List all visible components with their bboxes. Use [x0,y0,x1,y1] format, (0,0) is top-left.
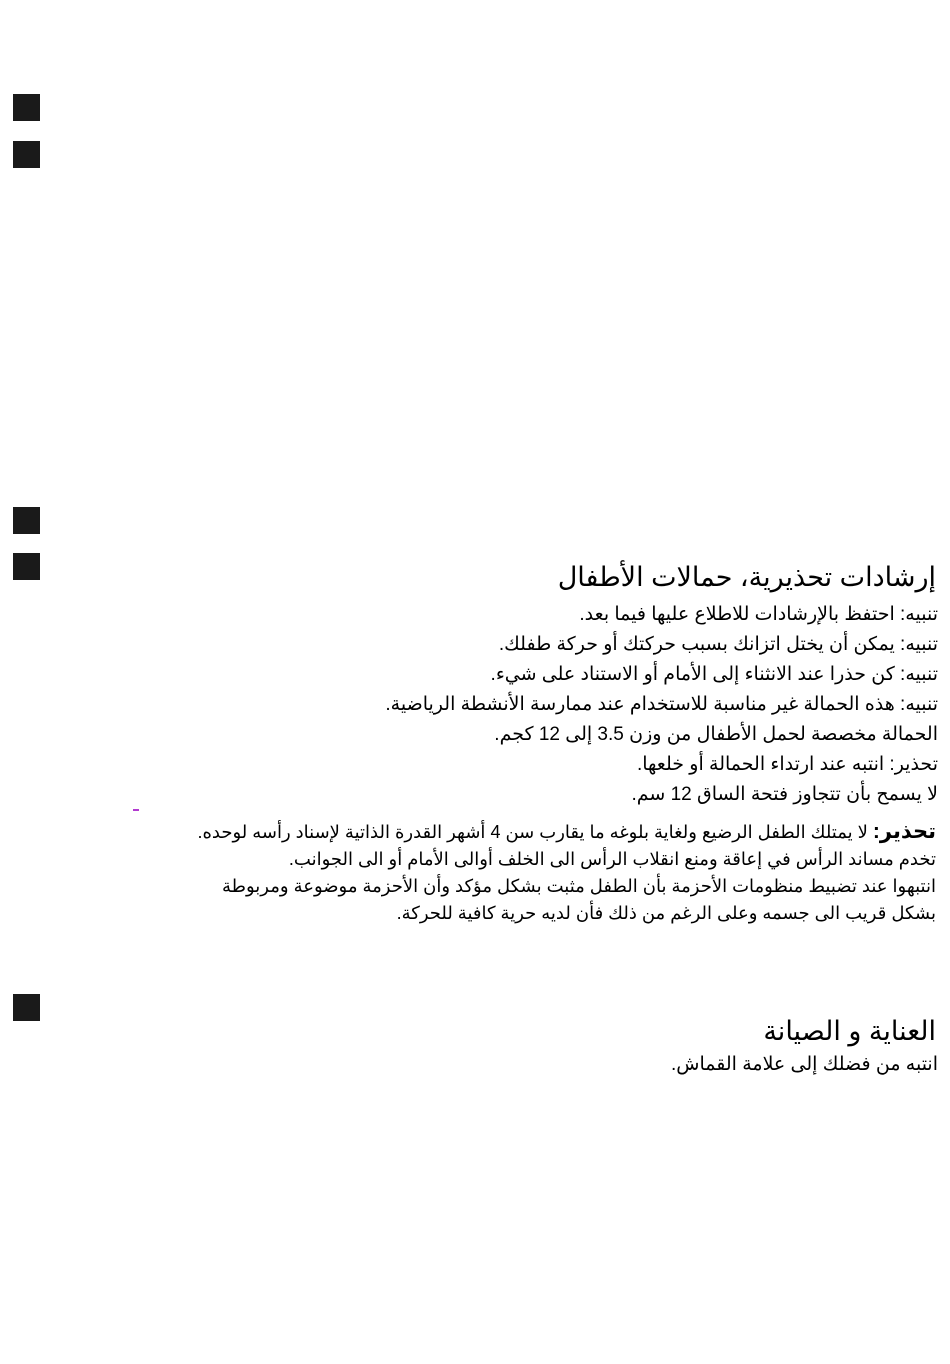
margin-marker [13,553,40,580]
warning-line: تنبيه: هذه الحمالة غير مناسبة للاستخدام عند ممارسة الأنشطة الرياضية. [385,694,938,715]
infant-warning-first-line [126,818,936,846]
infant-warning-line: بشكل قريب الى جسمه وعلى الرغم من ذلك فأن لديه حرية كافية للحركة. [396,903,936,923]
margin-marker [13,94,40,121]
warning-line: تنبيه: يمكن أن يختل اتزانك بسبب حركتك أو حركة طفلك. [498,634,938,655]
warning-line: لا يسمح بأن تتجاوز فتحة الساق 12 سم. [631,784,938,805]
care-text: انتبه من فضلك إلى علامة القماش. [671,1054,938,1075]
margin-marker [13,507,40,534]
infant-warning-line: انتبهوا عند تضبيط منظومات الأحزمة بأن الطفل مثبت بشكل مؤكد وأن الأحزمة موضوعة ومربوطة [222,876,936,896]
warning-line: تحذير: انتبه عند ارتداء الحمالة أو خلعها. [636,754,938,775]
warning-line: الحمالة مخصصة لحمل الأطفال من وزن 3.5 إلى 12 كجم. [494,724,938,745]
warning-line: تنبيه: كن حذرا عند الانثناء إلى الأمام أو الاستناد على شيء. [490,664,938,685]
stray-mark [133,809,139,811]
infant-warning-label: تحذير: [872,820,936,843]
margin-marker [13,994,40,1021]
infant-warning-text: لا يمتلك الطفل الرضيع ولغاية بلوغه ما يقارب سن 4 أشهر القدرة الذاتية لإسناد رأسه لوحده. [197,822,873,842]
warning-line: تنبيه: احتفظ بالإرشادات للاطلاع عليها فيما بعد. [579,604,938,625]
warnings-heading: إرشادات تحذيرية، حمالات الأطفال [557,562,936,592]
margin-marker [13,141,40,168]
infant-warning-block [126,818,936,927]
care-heading: العناية و الصيانة [763,1016,936,1046]
infant-warning-line: تخدم مساند الرأس في إعاقة ومنع انقلاب الرأس الى الخلف أوالى الأمام أو الى الجوانب. [288,849,936,869]
